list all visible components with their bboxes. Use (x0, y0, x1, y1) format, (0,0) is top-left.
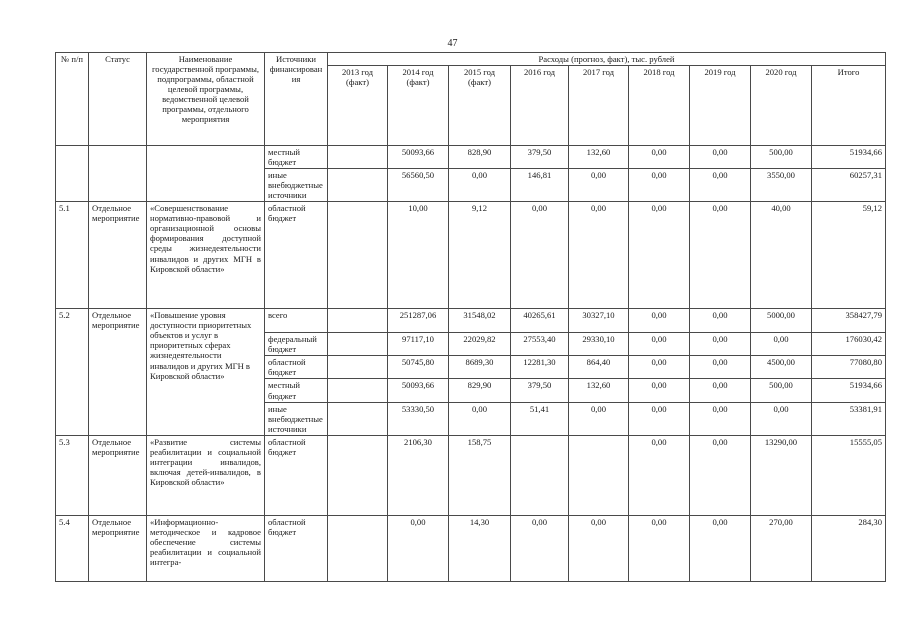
value-cell: 500,00 (751, 379, 812, 402)
row-status: Отдельное мероприятие (89, 309, 147, 435)
source-cell: областной бюджет (265, 356, 328, 379)
value-cell: 0,00 (690, 333, 751, 356)
value-cell: 15555,05 (812, 435, 886, 515)
value-cell (569, 435, 629, 515)
value-cell: 0,00 (690, 356, 751, 379)
value-cell: 40,00 (751, 202, 812, 309)
value-cell: 0,00 (629, 169, 690, 202)
value-cell: 22029,82 (449, 333, 511, 356)
value-cell: 4500,00 (751, 356, 812, 379)
value-cell: 270,00 (751, 515, 812, 581)
value-cell: 51934,66 (812, 379, 886, 402)
value-cell: 132,60 (569, 146, 629, 169)
value-cell (328, 515, 388, 581)
value-cell: 0,00 (690, 202, 751, 309)
value-cell: 358427,79 (812, 309, 886, 333)
value-cell (328, 169, 388, 202)
value-cell: 0,00 (629, 309, 690, 333)
value-cell: 53330,50 (388, 402, 449, 435)
header-sources: Источники финансирования (265, 53, 328, 146)
value-cell: 0,00 (569, 402, 629, 435)
value-cell: 8689,30 (449, 356, 511, 379)
value-cell: 0,00 (629, 356, 690, 379)
value-cell: 9,12 (449, 202, 511, 309)
value-cell: 0,00 (629, 515, 690, 581)
row-name: «Развитие системы реабилитации и социальной интеграции инвалидов, включая детей-инвалидов, в Кировской области» (147, 435, 265, 515)
value-cell: 3550,00 (751, 169, 812, 202)
table-row (56, 202, 886, 309)
value-cell: 0,00 (449, 169, 511, 202)
value-cell: 5000,00 (751, 309, 812, 333)
value-cell (511, 435, 569, 515)
value-cell: 158,75 (449, 435, 511, 515)
value-cell: 176030,42 (812, 333, 886, 356)
header-year: 2018 год (629, 66, 690, 146)
value-cell: 0,00 (629, 402, 690, 435)
table-row (56, 515, 886, 581)
row-num: 5.3 (56, 435, 89, 515)
row-status: Отдельное мероприятие (89, 202, 147, 309)
value-cell: 0,00 (751, 333, 812, 356)
value-cell: 51,41 (511, 402, 569, 435)
value-cell (328, 146, 388, 169)
table-row (56, 309, 886, 333)
header-year: 2015 год (факт) (449, 66, 511, 146)
source-cell: всего (265, 309, 328, 333)
value-cell: 828,90 (449, 146, 511, 169)
value-cell: 12281,30 (511, 356, 569, 379)
header-year: 2016 год (511, 66, 569, 146)
header-total: Итого (812, 66, 886, 146)
source-cell: иные внебюджетные источники (265, 169, 328, 202)
value-cell: 829,90 (449, 379, 511, 402)
value-cell (328, 309, 388, 333)
value-cell: 0,00 (690, 146, 751, 169)
value-cell: 53381,91 (812, 402, 886, 435)
value-cell: 146,81 (511, 169, 569, 202)
source-cell: областной бюджет (265, 202, 328, 309)
value-cell: 31548,02 (449, 309, 511, 333)
row-num: 5.1 (56, 202, 89, 309)
row-status: Отдельное мероприятие (89, 435, 147, 515)
header-num: № п/п (56, 53, 89, 146)
budget-table (55, 52, 886, 582)
value-cell: 0,00 (511, 202, 569, 309)
empty-cell (89, 146, 147, 202)
value-cell: 50745,80 (388, 356, 449, 379)
table-row (56, 435, 886, 515)
header-year: 2013 год (факт) (328, 66, 388, 146)
empty-cell (147, 146, 265, 202)
table-row (56, 146, 886, 169)
source-cell: местный бюджет (265, 379, 328, 402)
value-cell: 0,00 (569, 169, 629, 202)
value-cell: 0,00 (629, 202, 690, 309)
value-cell: 60257,31 (812, 169, 886, 202)
value-cell (328, 333, 388, 356)
value-cell: 132,60 (569, 379, 629, 402)
header-expenses: Расходы (прогноз, факт), тыс. рублей (328, 53, 886, 66)
value-cell: 27553,40 (511, 333, 569, 356)
source-cell: федеральный бюджет (265, 333, 328, 356)
value-cell: 284,30 (812, 515, 886, 581)
value-cell: 0,00 (569, 515, 629, 581)
value-cell: 40265,61 (511, 309, 569, 333)
row-status: Отдельное мероприятие (89, 515, 147, 581)
row-name: «Совершенствование нормативно-правовой и организационной основы формирования доступной среды жизнедеятельности инвалидов и других МГН в Кировской области» (147, 202, 265, 309)
source-cell: областной бюджет (265, 435, 328, 515)
row-num: 5.2 (56, 309, 89, 435)
header-year: 2017 год (569, 66, 629, 146)
header-name: Наименование государственной программы, подпрограммы, областной целевой программы, ведомственной целевой программы, отдельного мероприятия (147, 53, 265, 146)
value-cell: 251287,06 (388, 309, 449, 333)
value-cell: 29330,10 (569, 333, 629, 356)
value-cell: 0,00 (569, 202, 629, 309)
value-cell: 14,30 (449, 515, 511, 581)
value-cell: 864,40 (569, 356, 629, 379)
empty-cell (56, 146, 89, 202)
value-cell (328, 356, 388, 379)
value-cell: 500,00 (751, 146, 812, 169)
value-cell (328, 379, 388, 402)
value-cell: 0,00 (690, 169, 751, 202)
page-number: 47 (447, 38, 458, 49)
value-cell: 2106,30 (388, 435, 449, 515)
value-cell: 10,00 (388, 202, 449, 309)
value-cell: 30327,10 (569, 309, 629, 333)
value-cell: 51934,66 (812, 146, 886, 169)
source-cell: иные внебюджетные источники (265, 402, 328, 435)
value-cell: 379,50 (511, 379, 569, 402)
row-num: 5.4 (56, 515, 89, 581)
value-cell: 13290,00 (751, 435, 812, 515)
value-cell: 0,00 (690, 402, 751, 435)
value-cell: 0,00 (629, 379, 690, 402)
value-cell: 77080,80 (812, 356, 886, 379)
source-cell: местный бюджет (265, 146, 328, 169)
value-cell: 56560,50 (388, 169, 449, 202)
value-cell: 0,00 (629, 146, 690, 169)
value-cell: 0,00 (449, 402, 511, 435)
row-name: «Повышение уровня доступности приоритетных объектов и услуг в приоритетных сферах жизнедеятельности инвалидов и других МГН в Кировской области» (147, 309, 265, 435)
header-year: 2020 год (751, 66, 812, 146)
value-cell: 97117,10 (388, 333, 449, 356)
value-cell: 0,00 (388, 515, 449, 581)
value-cell: 0,00 (511, 515, 569, 581)
header-year: 2019 год (690, 66, 751, 146)
value-cell (328, 435, 388, 515)
value-cell: 50093,66 (388, 379, 449, 402)
value-cell: 0,00 (690, 379, 751, 402)
value-cell (328, 402, 388, 435)
value-cell: 0,00 (751, 402, 812, 435)
header-status: Статус (89, 53, 147, 146)
value-cell (328, 202, 388, 309)
value-cell: 0,00 (690, 309, 751, 333)
value-cell: 0,00 (629, 435, 690, 515)
value-cell: 0,00 (690, 435, 751, 515)
header-year: 2014 год (факт) (388, 66, 449, 146)
value-cell: 379,50 (511, 146, 569, 169)
value-cell: 0,00 (629, 333, 690, 356)
source-cell: областной бюджет (265, 515, 328, 581)
value-cell: 59,12 (812, 202, 886, 309)
value-cell: 50093,66 (388, 146, 449, 169)
value-cell: 0,00 (690, 515, 751, 581)
row-name: «Информационно-методическое и кадровое обеспечение системы реабилитации и социальной интегра- (147, 515, 265, 581)
